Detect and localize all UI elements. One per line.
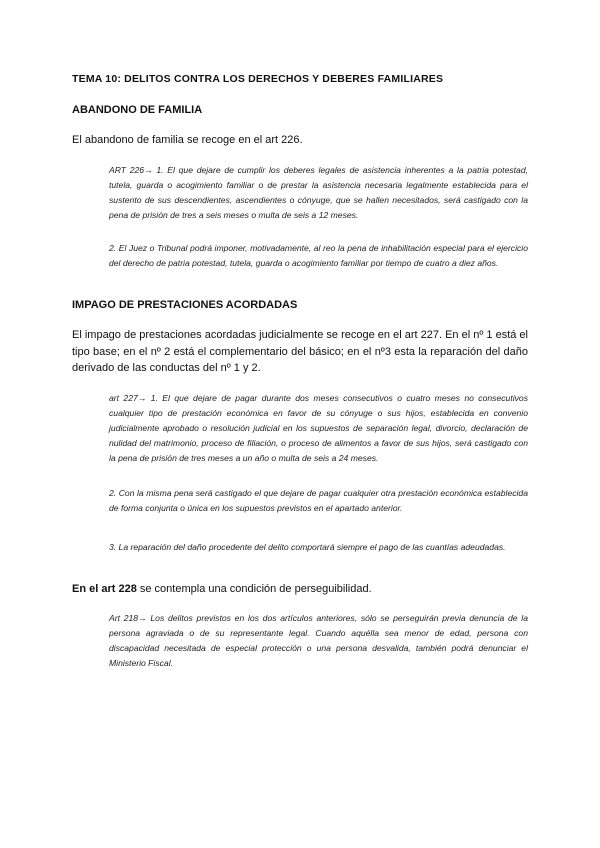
quote-art-227-2: 2. Con la misma pena será castigado el que dejare de pagar cualquier otra prestación económica establecida de forma conjunta o única en los supuestos previstos en el apartado anterior. [109, 488, 528, 513]
quote-art-227-1: art 227→ 1. El que dejare de pagar durante dos meses consecutivos o cuatro meses no consecutivos cualquier tipo de prestación económica en favor de su cónyuge o sus hijos, establecida en convenio judicialmente aprobado o resolución judicial en los supuestos de separación legal, divorcio, declaración de nulidad del matrimonio, proceso de filiación, o proceso de alimentos a favor de sus hijos, será castigado con la pena de prisión de tres meses a un año o multa de seis a 24 meses. [109, 393, 528, 463]
quote-art-227-3: 3. La reparación del daño procedente del delito comportará siempre el pago de las cuantías adeudadas. [109, 542, 506, 552]
quote-art-226-1: ART 226→ 1. El que dejare de cumplir los deberes legales de asistencia inherentes a la patria potestad, tutela, guarda o acogimiento familiar o de prestar la asistencia necesaria legalmente establecida para el sustento de sus descendientes, ascendientes o cónyuge, que se hallen necesitados, será castigado con la pena de prisión de tres a seis meses o multa de seis a 12 meses. [109, 165, 528, 220]
art-228-rest: se contempla una condición de perseguibilidad. [136, 583, 372, 595]
art-228-intro [72, 581, 528, 598]
section-heading-impago: IMPAGO DE PRESTACIONES ACORDADAS [72, 299, 298, 311]
document-title: TEMA 10: DELITOS CONTRA LOS DERECHOS Y DEBERES FAMILIARES [72, 73, 444, 85]
section-intro-impago: El impago de prestaciones acordadas judicialmente se recoge en el art 227. En el nº 1 está el tipo base; en el nº 2 está el complementario del básico; en el nº3 esta la reparación del daño derivado de las conductas del nº 1 y 2. [72, 329, 528, 374]
quote-art-226-2: 2. El Juez o Tribunal podrá imponer, motivadamente, al reo la pena de inhabilitación especial para el ejercicio del derecho de patria potestad, tutela, guarda o acogimiento familiar por tiempo de cuatro a diez años. [109, 243, 528, 268]
quote-art-228: Art 218→ Los delitos previstos en los dos artículos anteriores, sólo se perseguirán previa denuncia de la persona agraviada o de su representante legal. Cuando aquélla sea menor de edad, persona con discapacidad necesitada de especial protección o una persona desvalida, también podrá denunciar el Ministerio Fiscal. [109, 613, 528, 668]
art-228-bold: En el art 228 [72, 583, 137, 595]
section-heading-abandono: ABANDONO DE FAMILIA [72, 104, 203, 116]
section-intro-abandono: El abandono de familia se recoge en el art 226. [72, 134, 303, 146]
